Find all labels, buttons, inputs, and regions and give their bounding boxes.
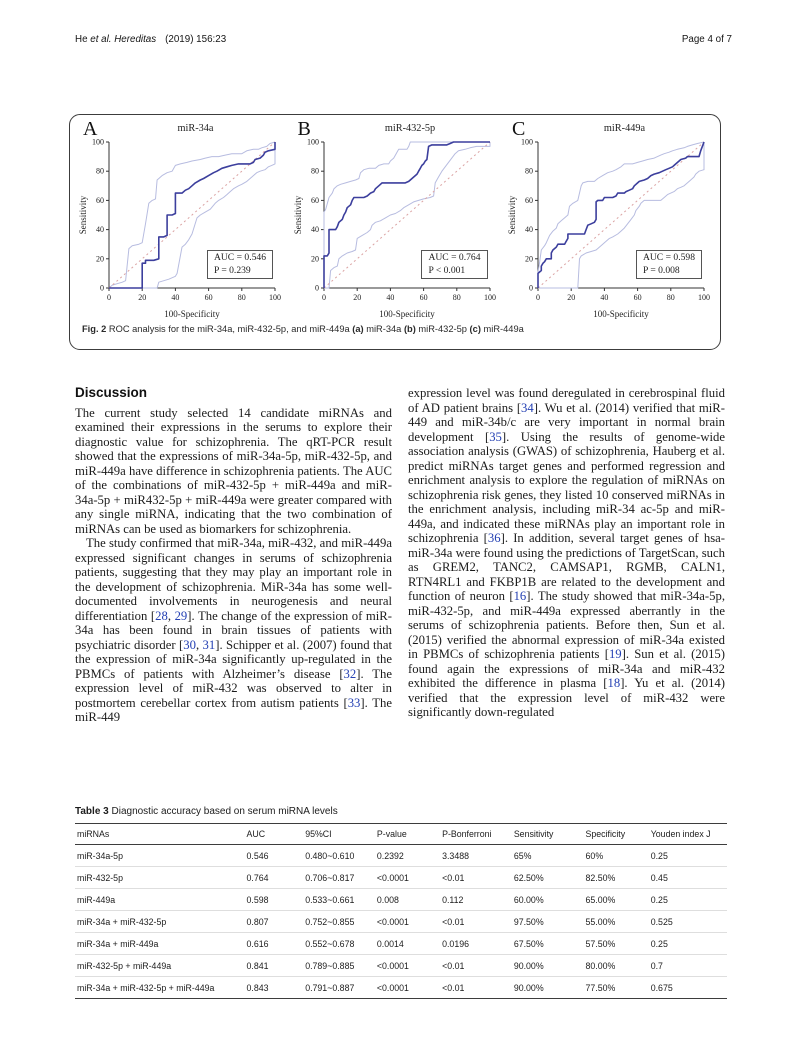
text-segment: (a) [352, 324, 364, 334]
panel-letter: A [83, 118, 98, 140]
table-cell: miR-34a + miR-449a [75, 933, 245, 955]
table-cell: 67.50% [512, 933, 584, 955]
text-segment: miR-34a [363, 324, 404, 334]
column-right [408, 386, 725, 725]
table-header-cell: Sensitivity [512, 824, 584, 845]
discussion-section [75, 386, 725, 725]
table-title [75, 806, 727, 817]
svg-text:100: 100 [698, 293, 710, 302]
table-cell: 0.752~0.855 [303, 911, 375, 933]
table-cell: <0.01 [440, 955, 512, 977]
table-cell: 0.0014 [375, 933, 440, 955]
text-segment: ]. Sun et al. (2015) found again the expressions of miR-34a and miR-432 exhibited the difference in plasma [ [408, 647, 725, 690]
table-cell: 90.00% [512, 955, 584, 977]
table-cell: 0.7 [649, 955, 727, 977]
running-head [75, 34, 226, 45]
table-header-cell: Specificity [584, 824, 649, 845]
table-cell: 80.00% [584, 955, 649, 977]
citation-link[interactable]: 19 [608, 647, 622, 661]
table-cell: 0.706~0.817 [303, 867, 375, 889]
text-segment: , [167, 608, 175, 623]
table-cell: 0.0196 [440, 933, 512, 955]
svg-text:100-Specificity: 100-Specificity [164, 309, 220, 319]
table-cell: 0.598 [245, 889, 304, 911]
text-segment: ]. The study showed that miR-34a-5p, miR-432-5p, and miR-449a expressed aberrantly in the serums of schizophrenia patients. Before then, Sun et al. (2015) verified the abnormal expression of miR-34a existed in PBMCs of schizophrenia patients [ [408, 589, 725, 661]
table-row [75, 933, 727, 955]
text-segment: The current study selected 14 candidate miRNAs and examined their expressions in the serums to explore their diagnostic value for schizophrenia. The qRT-PCR result showed that the expressions of miR-34a-5p, miR-432-5p, and miR-449a have difference in schizophrenia patients. The AUC of the combinations of miR-432-5p + miR-449a and miR-34a-5p + miR432-5p + miR-449a were greater compared with any single miRNA, indicating that the two combination of miRNAs can be used as biomarkers for schizophrenia. [75, 405, 392, 536]
table-cell: <0.01 [440, 977, 512, 999]
table-cell: <0.0001 [375, 911, 440, 933]
table-cell: <0.01 [440, 867, 512, 889]
roc-chart-svg [292, 136, 498, 320]
table-cell: 65% [512, 845, 584, 867]
svg-text:100: 100 [306, 137, 319, 147]
svg-text:80: 80 [452, 293, 461, 302]
table-cell: 0.764 [245, 867, 304, 889]
table-cell: 0.675 [649, 977, 727, 999]
table-row [75, 977, 727, 999]
table-title-text: Diagnostic accuracy based on serum miRNA levels [108, 806, 338, 817]
table-cell: 0.008 [375, 889, 440, 911]
svg-text:60: 60 [525, 195, 533, 205]
text-segment: ]. Wu et al. (2014) verified that miR-449 and miR-34b/c are very important in normal brain development [ [408, 400, 725, 444]
table-cell: miR-34a + miR-432-5p [75, 911, 245, 933]
table-cell: 0.791~0.887 [303, 977, 375, 999]
journal-citation: et al. Hereditas [90, 34, 157, 45]
citation-link[interactable]: 31 [202, 637, 216, 652]
citation-link[interactable]: 35 [489, 429, 502, 444]
citation-link[interactable]: 29 [174, 608, 188, 623]
svg-text:0: 0 [321, 293, 326, 302]
table-cell: miR-449a [75, 889, 245, 911]
svg-text:Sensitivity: Sensitivity [507, 195, 517, 235]
svg-text:40: 40 [310, 225, 319, 235]
figure-2 [69, 114, 721, 350]
text-segment: Fig. 2 [82, 324, 109, 334]
diagnostic-accuracy-table [75, 823, 727, 999]
svg-text:60: 60 [633, 293, 642, 302]
citation-link[interactable]: 28 [155, 608, 168, 623]
svg-text:40: 40 [525, 225, 533, 235]
table-cell: 65.00% [584, 889, 649, 911]
auc-annotation [636, 250, 702, 279]
svg-text:20: 20 [567, 293, 576, 302]
table-cell: 57.50% [584, 933, 649, 955]
table-cell: 0.533~0.661 [303, 889, 375, 911]
svg-text:20: 20 [525, 254, 533, 264]
table-header-cell: Youden index J [649, 824, 727, 845]
citation-link[interactable]: 36 [487, 531, 501, 545]
panel-title: miR-449a [603, 123, 646, 134]
svg-text:20: 20 [138, 293, 147, 302]
auc-annotation [207, 250, 273, 279]
p-value: P = 0.239 [213, 264, 251, 276]
citation-link[interactable]: 16 [513, 589, 527, 603]
table-cell: 60% [584, 845, 649, 867]
page-header [75, 34, 732, 45]
panel-letter: C [512, 118, 526, 140]
citation-link[interactable]: 33 [347, 695, 361, 710]
table-cell: 0.789~0.885 [303, 955, 375, 977]
table-header-cell: P-Bonferroni [440, 824, 512, 845]
panel-title: miR-432-5p [384, 123, 436, 134]
table-cell: 60.00% [512, 889, 584, 911]
svg-text:0: 0 [314, 283, 319, 293]
svg-text:80: 80 [310, 166, 319, 176]
table-row [75, 867, 727, 889]
roc-chart [292, 136, 499, 325]
roc-panels [70, 115, 720, 321]
table-row [75, 911, 727, 933]
page-number: Page 4 of 7 [681, 34, 732, 45]
svg-text:Sensitivity: Sensitivity [78, 195, 88, 235]
text-segment: expression level was found deregulated in cerebrospinal fluid of AD patient brains [ [408, 386, 725, 415]
table-cell: 0.2392 [375, 845, 440, 867]
table-cell: 0.25 [649, 933, 727, 955]
svg-text:80: 80 [96, 166, 104, 176]
svg-text:40: 40 [171, 293, 180, 302]
table-cell: <0.0001 [375, 867, 440, 889]
table-header-cell: AUC [245, 824, 304, 845]
svg-text:0: 0 [100, 283, 104, 293]
roc-panel-c [506, 120, 713, 321]
svg-text:60: 60 [96, 195, 104, 205]
citation-link[interactable]: 18 [607, 676, 621, 690]
column-left [75, 386, 392, 725]
table-cell: <0.0001 [375, 955, 440, 977]
svg-text:60: 60 [419, 293, 428, 302]
table-cell: 77.50% [584, 977, 649, 999]
roc-chart-svg [77, 136, 283, 320]
svg-text:60: 60 [204, 293, 213, 302]
text-segment: ]. The miR-449 [75, 695, 392, 724]
table-cell: 82.50% [584, 867, 649, 889]
roc-chart [77, 136, 284, 325]
table-row [75, 955, 727, 977]
table-cell: 0.25 [649, 889, 727, 911]
citation-link[interactable]: 34 [521, 400, 534, 415]
text-segment: ]. The expression level of miR-432 was observed to alter in postmortem cerebellar cortex from autism patients [ [75, 666, 392, 710]
p-value: P < 0.001 [428, 264, 466, 276]
citation-link[interactable]: 30 [183, 637, 196, 652]
svg-text:100: 100 [483, 293, 496, 302]
text-segment: ]. Schipper et al. (2007) found that the expression of miR-34a significantly up-regulated in the PBMCs of patients with Alzheimer’s disease [ [75, 637, 393, 681]
author-text: He [75, 34, 91, 45]
table-row [75, 889, 727, 911]
svg-text:100: 100 [521, 137, 533, 147]
table-cell: 0.112 [440, 889, 512, 911]
svg-text:20: 20 [96, 254, 104, 264]
table-cell: 90.00% [512, 977, 584, 999]
svg-text:0: 0 [107, 293, 111, 302]
svg-text:100-Specificity: 100-Specificity [378, 309, 435, 319]
table-cell: 0.546 [245, 845, 304, 867]
roc-panel-b [292, 120, 499, 321]
svg-text:60: 60 [310, 195, 319, 205]
table-cell: 0.25 [649, 845, 727, 867]
text-segment: ]. The change of the expression of miR-34a has been found in brain tissues of patients with psychiatric disorder [ [75, 608, 392, 652]
table-cell: miR-34a-5p [75, 845, 245, 867]
svg-text:20: 20 [310, 254, 319, 264]
text-segment: (b) [403, 324, 416, 334]
table-cell: 0.841 [245, 955, 304, 977]
citation-link[interactable]: 32 [343, 666, 357, 681]
roc-panel-a [77, 120, 284, 321]
table-header-cell: 95%CI [303, 824, 375, 845]
table-cell: 0.843 [245, 977, 304, 999]
svg-text:40: 40 [96, 225, 104, 235]
text-segment: , [195, 637, 203, 652]
table-label: Table 3 [75, 806, 109, 817]
table-cell: 0.45 [649, 867, 727, 889]
roc-chart [506, 136, 713, 325]
table-3-section [75, 806, 727, 999]
table-cell: <0.0001 [375, 977, 440, 999]
citation-meta: (2019) 156:23 [165, 34, 227, 45]
table-cell: 0.552~0.678 [303, 933, 375, 955]
svg-text:100: 100 [92, 137, 104, 147]
svg-text:80: 80 [237, 293, 246, 302]
text-segment: ]. In addition, several target genes of hsa-miR-34a were found using the predictions of TargetScan, such as GREM2, TANC2, CAMSAP1, RGMB, CALN1, RTN4RL1 and FKBP1B are related to the development and function of neuron [ [408, 531, 726, 603]
table-cell: <0.01 [440, 911, 512, 933]
svg-text:80: 80 [666, 293, 675, 302]
section-heading: Discussion [75, 385, 148, 400]
text-segment: The study confirmed that miR-34a, miR-432, and miR-449a expressed significant changes in serums of schizophrenia patients, suggesting that they may play an important role in the development of schizophrenia. MiR-34a has some well-documented involvements in neurogenesis and neural differentiation [ [75, 536, 392, 623]
svg-text:20: 20 [352, 293, 361, 302]
table-cell: 0.616 [245, 933, 304, 955]
table-cell: 0.525 [649, 911, 727, 933]
paragraph [75, 406, 392, 537]
table-header-cell: miRNAs [75, 824, 245, 845]
p-value: P = 0.008 [642, 264, 680, 276]
svg-text:40: 40 [385, 293, 394, 302]
table-cell: 62.50% [512, 867, 584, 889]
text-segment: ROC analysis for the miR-34a, miR-432-5p, and miR-449a [108, 324, 353, 334]
svg-text:100-Specificity: 100-Specificity [593, 309, 649, 319]
table-cell: 97.50% [512, 911, 584, 933]
auc-value: AUC = 0.764 [428, 252, 481, 264]
table-cell: 0.807 [245, 911, 304, 933]
table-header-cell: P-value [375, 824, 440, 845]
svg-text:Sensitivity: Sensitivity [292, 195, 303, 235]
table-cell: 3.3488 [440, 845, 512, 867]
text-segment: miR-449a [480, 324, 524, 334]
table-header-row [75, 824, 727, 845]
svg-text:0: 0 [536, 293, 540, 302]
table-cell: miR-34a + miR-432-5p + miR-449a [75, 977, 245, 999]
text-segment: ]. Yu et al. (2014) verified that the expression level of miR-432 were significantly down-regulated [408, 676, 725, 719]
auc-annotation [421, 250, 487, 279]
svg-text:0: 0 [529, 283, 533, 293]
paragraph [408, 386, 725, 720]
text-segment: ]. Using the results of genome-wide association analysis (GWAS) of schizophrenia, Hauberg et al. predict miRNAs target genes and performed regression and enrichment analysis to explore the regulation of miRNAs on schizophrenia risk genes, they listed 10 conserved miRNAs in the enrichment analysis, including miR-34 ac-5p and miR-449a, and indicated these miRNAs play an important role in schizophrenia [ [408, 429, 725, 545]
panel-title: miR-34a [177, 123, 214, 134]
table-cell: miR-432-5p + miR-449a [75, 955, 245, 977]
table-cell: 55.00% [584, 911, 649, 933]
text-segment: miR-432-5p [415, 324, 470, 334]
svg-text:100: 100 [269, 293, 281, 302]
text-segment: (c) [469, 324, 481, 334]
table-cell: 0.480~0.610 [303, 845, 375, 867]
paragraph [75, 536, 392, 725]
svg-text:40: 40 [600, 293, 609, 302]
panel-letter: B [297, 118, 311, 140]
auc-value: AUC = 0.546 [213, 252, 266, 264]
roc-chart-svg [506, 136, 712, 320]
table-cell: miR-432-5p [75, 867, 245, 889]
svg-text:80: 80 [525, 166, 533, 176]
auc-value: AUC = 0.598 [642, 252, 695, 264]
table-row [75, 845, 727, 867]
